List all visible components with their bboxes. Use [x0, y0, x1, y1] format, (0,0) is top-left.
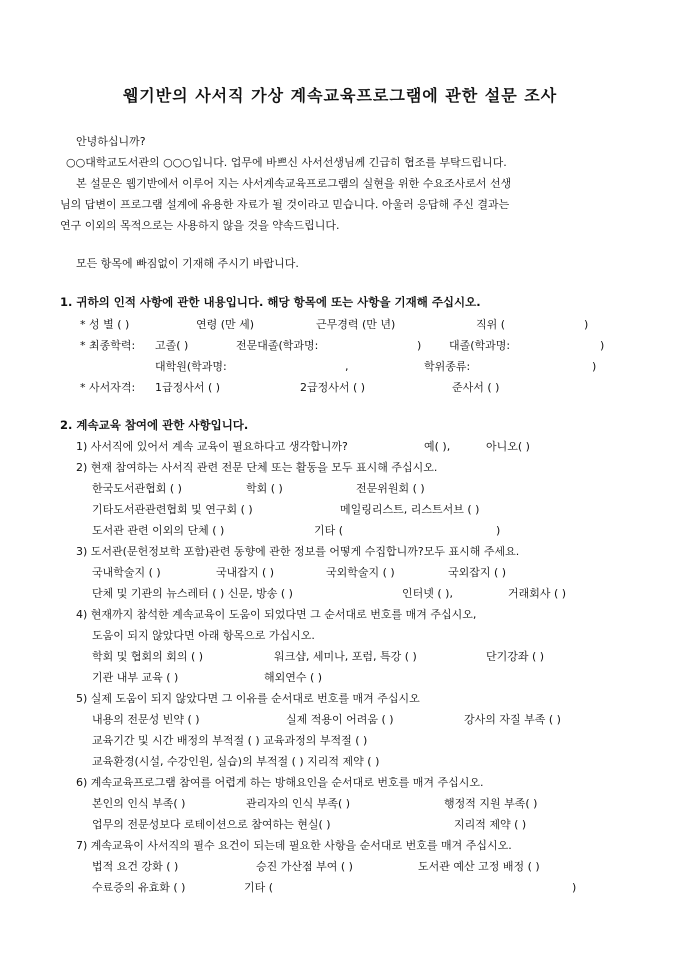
q3-option[interactable]: 거래회사 ( )	[508, 587, 567, 600]
q4-option[interactable]: 워크샵, 세미나, 포럼, 특강 ( )	[274, 650, 417, 663]
education-university-close: )	[600, 339, 605, 352]
education-college-close: )	[417, 339, 422, 352]
education-graduate[interactable]: 대학원(학과명:	[155, 360, 227, 373]
q4-option[interactable]: 해외연수 ( )	[264, 671, 323, 684]
intro-line: 님의 답변이 프로그램 설계에 유용한 자료가 될 것이라고 믿습니다. 아울러 응답해 주신 결과는	[60, 198, 510, 211]
q7-option[interactable]: 승진 가산점 부여 ( )	[256, 860, 353, 873]
survey-title: 웹기반의 사서직 가상 계속교육프로그램에 관한 설문 조사	[122, 86, 558, 105]
q4-option[interactable]: 기관 내부 교육 ( )	[92, 671, 179, 684]
intro-line: 연구 이외의 목적으로는 사용하지 않을 것을 약속드립니다.	[60, 219, 340, 232]
q7-other-close: )	[572, 881, 577, 894]
certificate-level2[interactable]: 2급정사서 ( )	[300, 381, 366, 394]
q1-yes[interactable]: 예( ),	[424, 440, 451, 453]
question-5: 5) 실제 도움이 되지 않았다면 그 이유를 순서대로 번호를 매겨 주십시오	[76, 692, 420, 705]
career-field[interactable]: 근무경력 (만 년)	[316, 318, 396, 331]
education-graduate-comma: ,	[345, 360, 349, 373]
q4-option[interactable]: 학회 및 협회의 회의 ( )	[92, 650, 204, 663]
section2-heading: 2. 계속교육 참여에 관한 사항입니다.	[60, 418, 249, 432]
intro-instruction: 모든 항목에 빠짐없이 기재해 주시기 바랍니다.	[76, 257, 299, 270]
q5-option[interactable]: 교육기간 및 시간 배정의 부적절 ( ) 교육과정의 부적절 ( )	[92, 734, 368, 747]
q3-option[interactable]: 단체 및 기관의 뉴스레터 ( ) 신문, 방송 ( )	[92, 587, 293, 600]
intro-line: ○○대학교도서관의 ○○○입니다. 업무에 바쁘신 사서선생님께 긴급히 협조를 부탁드립니다.	[66, 156, 507, 169]
q2-other-close: )	[496, 524, 501, 537]
q2-option[interactable]: 메일링리스트, 리스트서브 ( )	[340, 503, 480, 516]
intro-greeting: 안녕하십니까?	[76, 135, 146, 148]
q6-option[interactable]: 업무의 전문성보다 로테이션으로 참여하는 현실( )	[92, 818, 331, 831]
q3-option[interactable]: 국외학술지 ( )	[326, 566, 395, 579]
q7-option[interactable]: 도서관 예산 고정 배정 ( )	[418, 860, 540, 873]
q6-option[interactable]: 관리자의 인식 부족( )	[246, 797, 351, 810]
q5-option[interactable]: 교육환경(시설, 수강인원, 실습)의 부적절 ( ) 지리적 제약 ( )	[92, 755, 380, 768]
q6-option[interactable]: 행정적 지원 부족( )	[444, 797, 538, 810]
q4-note: 도움이 되지 않았다면 아래 항목으로 가십시오.	[92, 629, 315, 642]
question-1: 1) 사서직에 있어서 계속 교육이 필요하다고 생각합니까?	[76, 440, 348, 453]
q2-option[interactable]: 기타도서관관련협회 및 연구회 ( )	[92, 503, 253, 516]
q5-option[interactable]: 강사의 자질 부족 ( )	[464, 713, 561, 726]
question-6: 6) 계속교육프로그램 참여를 어렵게 하는 방해요인을 순서대로 번호를 매겨 주십시오.	[76, 776, 484, 789]
q7-option[interactable]: 법적 요건 강화 ( )	[92, 860, 179, 873]
q6-option[interactable]: 지리적 제약 ( )	[454, 818, 527, 831]
age-field[interactable]: 연령 (만 세)	[196, 318, 255, 331]
q3-option[interactable]: 국내잡지 ( )	[216, 566, 275, 579]
education-college[interactable]: 전문대졸(학과명:	[236, 339, 319, 352]
gender-field[interactable]: * 성 별 ( )	[80, 318, 130, 331]
q2-other[interactable]: 기타 (	[314, 524, 344, 537]
question-2: 2) 현재 참여하는 사서직 관련 전문 단체 또는 활동을 모두 표시해 주십시오.	[76, 461, 438, 474]
question-3: 3) 도서관(문헌정보학 포함)관련 동향에 관한 정보를 어떻게 수집합니까?모두 표시해 주세요.	[76, 545, 520, 558]
education-university[interactable]: 대졸(학과명:	[449, 339, 511, 352]
certificate-label: * 사서자격:	[80, 381, 136, 394]
q5-option[interactable]: 실제 적용이 어려움 ( )	[286, 713, 394, 726]
position-close: )	[584, 318, 589, 331]
q7-other[interactable]: 기타 (	[244, 881, 274, 894]
certificate-associate[interactable]: 준사서 ( )	[452, 381, 500, 394]
education-high[interactable]: 고졸( )	[155, 339, 189, 352]
education-label: * 최종학력:	[80, 339, 136, 352]
q5-option[interactable]: 내용의 전문성 빈약 ( )	[92, 713, 200, 726]
q2-option[interactable]: 도서관 관련 이외의 단체 ( )	[92, 524, 225, 537]
q3-option[interactable]: 국외잡지 ( )	[448, 566, 507, 579]
q2-option[interactable]: 한국도서관협회 ( )	[92, 482, 182, 495]
education-graduate-close: )	[592, 360, 597, 373]
q2-option[interactable]: 전문위원회 ( )	[356, 482, 425, 495]
q3-option[interactable]: 국내학술지 ( )	[92, 566, 161, 579]
question-7: 7) 계속교육이 사서직의 필수 요건이 되는데 필요한 사항을 순서대로 번호를 매겨 주십시오.	[76, 839, 512, 852]
q3-option[interactable]: 인터넷 ( ),	[402, 587, 453, 600]
intro-line: 본 설문은 웹기반에서 이루어 지는 사서계속교육프로그램의 실현을 위한 수요조사로서 선생	[76, 177, 512, 190]
q2-option[interactable]: 학회 ( )	[246, 482, 283, 495]
certificate-level1[interactable]: 1급정사서 ( )	[155, 381, 221, 394]
education-degree[interactable]: 학위종류:	[424, 360, 471, 373]
q1-no[interactable]: 아니오( )	[486, 440, 530, 453]
q4-option[interactable]: 단기강좌 ( )	[486, 650, 545, 663]
question-4: 4) 현재까지 참석한 계속교육이 도움이 되었다면 그 순서대로 번호를 매겨 주십시오,	[76, 608, 477, 621]
q6-option[interactable]: 본인의 인식 부족( )	[92, 797, 186, 810]
position-field[interactable]: 직위 (	[476, 318, 506, 331]
section1-heading: 1. 귀하의 인적 사항에 관한 내용입니다. 해당 항목에 또는 사항을 기재해 주십시오.	[60, 295, 481, 309]
q7-option[interactable]: 수료증의 유효화 ( )	[92, 881, 186, 894]
